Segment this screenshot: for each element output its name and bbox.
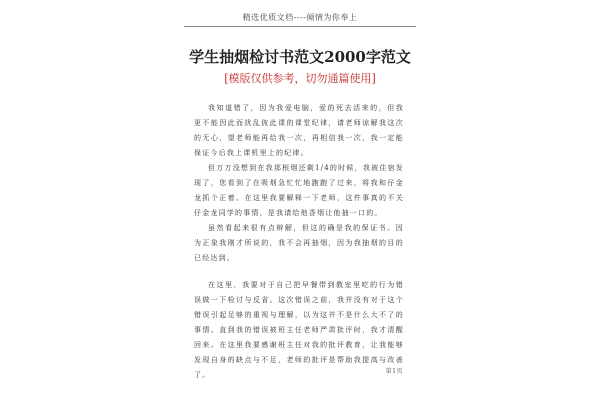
page-number: 第1页	[385, 368, 403, 375]
body-paragraph: 我知道错了，因为我爱电脑，爱的死去活来的，但我更不能因此而扰乱彼此课的课堂纪律，请老师谅解我这次的无心，望老师能再给我一次，再相信我一次，我一定能保证今后我上课机里上的纪律。	[194, 104, 404, 157]
page-header: 精选优质文档----倾情为你奉上	[242, 13, 358, 22]
body-paragraph: 在这里，我要对于自己把早餐带到教室里吃的行为错误做一下检讨与反省。这次错误之前，我并没有对于这个错误引起足够的重视与理解，以为这并不是什么大不了的事情。直到我的错误被班主任老师严肃批评时，我才清醒回来。在这里我要感谢班主任对我的批评教育，让我能够发现自身的缺点与不足，老师的批评是帮助我提高与改善了。	[194, 281, 404, 379]
document-subtitle: [模版仅供参考，切勿通篇使用]	[224, 72, 376, 85]
body-paragraph: 但万万没想到在我那根烟还剩1/4的时候，我被住宿发现了，您看到了在吸烟急忙忙地跑跑了过来，将我和仔金龙抓个正着。在这里我要解释一下老师，这件事真的不关仔金龙同学的事情，是我请给他香烟让他抽一口的。	[194, 164, 404, 217]
document-body	[194, 101, 404, 383]
header-divider	[184, 26, 416, 27]
body-paragraph: 虽然看起来很有点辩解，但这的确是我的保证书。因为正象我刚才所说的，我不会再抽烟，因为我抽烟的目的已经达到。	[194, 224, 404, 262]
document-title: 学生抽烟检讨书范文2000字范文	[189, 48, 411, 66]
